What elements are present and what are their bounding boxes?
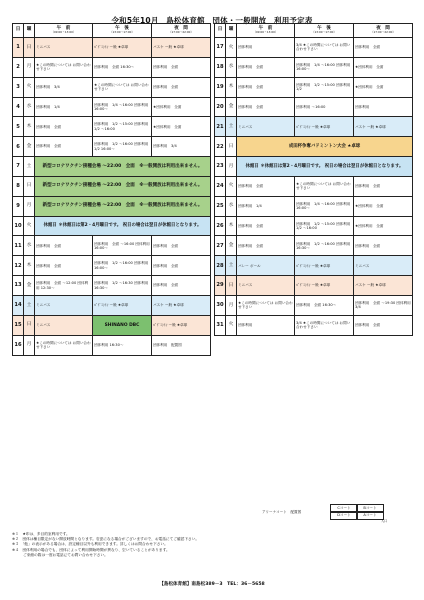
day-number: 29: [215, 276, 226, 296]
day-number: 6: [13, 137, 24, 157]
weekday: 日: [24, 176, 35, 196]
calendar-row: [215, 196, 413, 216]
day-number: 8: [13, 176, 24, 196]
weekday: 水: [24, 236, 35, 256]
slot-night: 団体利用 配置図: [152, 335, 211, 355]
slot-night: ★団体利用 全面: [354, 57, 413, 77]
slot-am: 団体利用 1/4: [237, 196, 295, 216]
slot-am: 団体利用 全面: [237, 236, 295, 256]
slot-am: ミニバス: [35, 38, 93, 58]
slot-pm: 団体利用 1/2 ～16:00 団体利用 16:00～: [93, 256, 152, 276]
note-4: ※４ 団体利用の場合でも、団体によって利用開始時間が異なり、空いていることがあります。: [12, 547, 170, 552]
day-number: 26: [215, 216, 226, 236]
calendar-row: [215, 38, 413, 58]
calendar-row: [215, 315, 413, 335]
weekday: 月: [24, 196, 35, 216]
slot-am: 団体利用: [237, 315, 295, 335]
calendar-row: [215, 157, 413, 177]
slot-am: 団体利用 全面: [237, 176, 295, 196]
weekday: 金: [226, 236, 237, 256]
day-number: 21: [215, 117, 226, 137]
calendar-row: [215, 236, 413, 256]
slot-night: 団体利用 全面: [354, 38, 413, 58]
weekday: 土: [24, 295, 35, 315]
day-number: 1: [13, 38, 24, 58]
slot-pm: ﾊﾞﾄﾞﾐﾝﾄﾝ ー般 ★卓球: [93, 295, 152, 315]
slot-night: 団体利用 3/4: [152, 137, 211, 157]
day-number: 24: [215, 176, 226, 196]
slot-night: 団体利用 全面: [152, 276, 211, 296]
slot-night: ★団体利用 全面: [354, 196, 413, 216]
slot-pm: ﾊﾞﾄﾞﾐﾝﾄﾝ ー般 ★卓球: [295, 276, 354, 296]
slot-pm: 団体利用 1/2 ～16:00 団体利用 16:30～: [295, 236, 354, 256]
weekday: 月: [24, 335, 35, 355]
calendar-row: [13, 157, 211, 177]
day-number: 30: [215, 295, 226, 315]
weekday: 月: [226, 157, 237, 177]
slot-pm: 団体利用 1/4 ～16:00 団体利用 16:00～: [295, 196, 354, 216]
header-day: 日: [13, 24, 24, 38]
slot-pm: 3/4 ★この時間については お問い合わせ下さい: [295, 315, 354, 335]
weekday: 木: [24, 256, 35, 276]
day-number: 23: [215, 157, 226, 177]
day-number: 25: [215, 196, 226, 216]
slot-night: ミニバス: [354, 256, 413, 276]
weekday: 水: [226, 57, 237, 77]
weekday: 水: [226, 196, 237, 216]
slot-am: 団体利用 全面: [237, 216, 295, 236]
header-weekday: 曜: [226, 24, 237, 38]
slot-am: ★この時間については お問い合わせ下さい: [237, 295, 295, 315]
slot-pm: 団体利用 全面 ～16:00 団体利用 16:00～: [93, 236, 152, 256]
vaccination-cell: 新型コロナワクチン接種会場 ～22:00 全面 ※一般開放は利用出来ません。: [35, 157, 211, 177]
slot-am: 団体利用 全面: [237, 77, 295, 97]
calendar-row: [215, 216, 413, 236]
calendar-row: [215, 117, 413, 137]
slot-pm: 団体利用 全面 16:30～: [295, 295, 354, 315]
slot-am: 団体利用 全面: [35, 256, 93, 276]
weekday: 木: [226, 216, 237, 236]
day-number: 4: [13, 97, 24, 117]
slot-am: 団体利用 3/4: [35, 77, 93, 97]
court-c: Cコート: [330, 504, 358, 513]
note-1: ※１ ★印は、多目的室利用です。: [12, 532, 70, 536]
note-3: ※３ 「他」の表示がある場合は、設定種目以外も利用できます。詳しくはお問合わせ下さい。: [12, 542, 168, 547]
calendar-row: [13, 97, 211, 117]
calendar-row: [215, 97, 413, 117]
slot-night: 団体利用 全面: [354, 315, 413, 335]
slot-night: 団体利用 全面: [152, 256, 211, 276]
slot-pm: 団体利用 1/2 ～16:30 団体利用 16:30～: [93, 276, 152, 296]
slot-night: 団体利用 全面: [152, 77, 211, 97]
slot-am: ★この時間については お問い合わせ下さい: [35, 335, 93, 355]
weekday: 火: [226, 38, 237, 58]
weekday: 金: [24, 137, 35, 157]
header-pm: 午 後 （13:00～17:00）: [93, 24, 152, 38]
slot-am: ミニバス: [35, 315, 93, 335]
day-number: 27: [215, 236, 226, 256]
weekday: 日: [226, 276, 237, 296]
weekday: 火: [226, 315, 237, 335]
closed-day-cell: 休館日 ＊休館日は第2・4月曜日です。 祝日の場合は翌日が休館日となります。: [237, 157, 413, 177]
calendar-row: [13, 117, 211, 137]
day-number: 18: [215, 57, 226, 77]
slot-night: ★団体利用 全面: [354, 77, 413, 97]
calendar-row: [13, 137, 211, 157]
weekday: 土: [226, 256, 237, 276]
court-a: Aコート: [356, 511, 384, 520]
day-number: 19: [215, 77, 226, 97]
notes: [12, 532, 412, 558]
header-am: 午 前 （09:00～13:00）: [237, 24, 295, 38]
calendar-row: [215, 77, 413, 97]
slot-night: バスケ ー般 ★卓球: [354, 117, 413, 137]
calendar-row: [215, 256, 413, 276]
page-title: 令和5年10月 島松体育館 団体・一般開放 利用予定表: [111, 16, 313, 25]
slot-am: ミニバス: [35, 295, 93, 315]
slot-am: 団体利用 全面: [237, 97, 295, 117]
slot-night: 団体利用 全面 ～19:30 団体利用 3/4: [354, 295, 413, 315]
calendar-row: [13, 57, 211, 77]
header-weekday: 曜: [24, 24, 35, 38]
calendar-row: [13, 77, 211, 97]
calendar-row: [13, 236, 211, 256]
calendar-row: [215, 276, 413, 296]
calendar-row: [13, 295, 211, 315]
event-cell: 成田杯争奪バドミントン大会 ★卓球: [237, 137, 413, 157]
day-number: 28: [215, 256, 226, 276]
day-number: 20: [215, 97, 226, 117]
entrance-label: 入口: [381, 519, 388, 523]
slot-am: 団体利用 全面: [35, 137, 93, 157]
weekday: 火: [24, 216, 35, 236]
day-number: 2: [13, 57, 24, 77]
weekday: 日: [226, 137, 237, 157]
slot-pm: 団体利用 16:30～: [93, 335, 152, 355]
day-number: 9: [13, 196, 24, 216]
slot-night: ★団体利用 全面: [152, 97, 211, 117]
slot-am: ミニバス: [237, 276, 295, 296]
weekday: 日: [24, 38, 35, 58]
header-night: 夜 間 （17:00～22:00）: [354, 24, 413, 38]
slot-am: バレー ボール: [237, 256, 295, 276]
day-number: 10: [13, 216, 24, 236]
calendar-right: [214, 23, 413, 336]
slot-night: 団体利用 全面: [354, 236, 413, 256]
slot-pm: 団体利用 1/2 ～16:00 団体利用 1/2 16:00～: [93, 137, 152, 157]
day-number: 3: [13, 77, 24, 97]
slot-am: 団体利用 全面: [35, 236, 93, 256]
day-number: 22: [215, 137, 226, 157]
slot-night: 団体利用 全面: [152, 57, 211, 77]
note-2: ※２ 団体は種目限定がない開放時間となります。変更になる場合がございますので、お電話にてご確認下さい。: [12, 537, 200, 542]
slot-night: バスケ ー般 ★卓球: [152, 295, 211, 315]
day-number: 5: [13, 117, 24, 137]
calendar-row: [13, 216, 211, 236]
court-b: Bコート: [356, 504, 384, 513]
slot-pm: 3/4 ★この時間については お問い合わせ下さい: [295, 38, 354, 58]
day-number: 14: [13, 295, 24, 315]
closed-day-cell: 休館日 ＊休館日は第2・4月曜日です。 祝日の場合は翌日が休館日となります。: [35, 216, 211, 236]
calendar-row: [13, 38, 211, 58]
weekday: 木: [24, 117, 35, 137]
layout-label: アリーナコート 配置図: [262, 510, 302, 514]
slot-pm: ﾊﾞﾄﾞﾐﾝﾄﾝ ー般 ★卓球: [295, 117, 354, 137]
vaccination-cell: 新型コロナワクチン接種会場 ～22:00 全面 ※一般開放は利用出来ません。: [35, 176, 211, 196]
slot-am: 団体利用: [237, 38, 295, 58]
slot-pm: 団体利用 1/2 ～15:00 団体利用 1/2: [295, 77, 354, 97]
day-number: 31: [215, 315, 226, 335]
slot-am: 団体利用 全面: [237, 57, 295, 77]
court-d: Dコート: [330, 511, 358, 520]
calendar-row: [13, 335, 211, 355]
slot-pm: 団体利用 ～16:00: [295, 97, 354, 117]
weekday: 土: [226, 117, 237, 137]
header-night: 夜 間 （17:00～22:00）: [152, 24, 211, 38]
footer-contact: 【島松体育館】南島松389－3 TEL：36－5658: [159, 582, 265, 587]
day-number: 16: [13, 335, 24, 355]
slot-pm: 団体利用 1/4 ～16:00 団体利用 16:00～: [295, 57, 354, 77]
slot-night: 団体利用 全面: [354, 176, 413, 196]
day-number: 13: [13, 276, 24, 296]
calendar-row: [215, 57, 413, 77]
calendar-row: [13, 256, 211, 276]
calendar-row: [215, 176, 413, 196]
slot-am: 団体利用 全面: [35, 117, 93, 137]
weekday: 月: [226, 295, 237, 315]
day-number: 11: [13, 236, 24, 256]
slot-night: バスケ ー般 ★卓球: [354, 276, 413, 296]
weekday: 水: [24, 97, 35, 117]
note-5: ご来館の際は一度お電話にてお問い合わせ下さい。: [12, 552, 108, 557]
header-pm: 午 後 （13:00～17:00）: [295, 24, 354, 38]
weekday: 日: [24, 315, 35, 335]
weekday: 金: [24, 276, 35, 296]
slot-pm: ★この時間については お問い合わせ下さい: [295, 176, 354, 196]
calendar-row: [215, 137, 413, 157]
weekday: 木: [226, 77, 237, 97]
slot-night: ﾊﾞﾄﾞﾐﾝﾄﾝ ー般 ★卓球: [152, 315, 211, 335]
day-number: 7: [13, 157, 24, 177]
weekday: 金: [226, 97, 237, 117]
slot-pm: ﾊﾞﾄﾞﾐﾝﾄﾝ ー般 ★卓球: [295, 256, 354, 276]
slot-night: ★団体利用 全面: [152, 117, 211, 137]
slot-night: バスケ ー般 ★卓球: [152, 38, 211, 58]
calendar-row: [13, 176, 211, 196]
slot-night: ★団体利用 全面: [354, 216, 413, 236]
slot-pm: 団体利用 1/2 ～15:00 団体利用 1/2 ～16:00: [93, 117, 152, 137]
slot-am: 団体利用 1/4: [35, 97, 93, 117]
slot-pm: 団体利用 全面 16:30～: [93, 57, 152, 77]
slot-night: 団体利用: [354, 97, 413, 117]
calendar-row: [13, 196, 211, 216]
weekday: 火: [226, 176, 237, 196]
slot-am: 団体利用 全面 ～12:00 団体利用 12:30～: [35, 276, 93, 296]
calendar-left: [12, 23, 211, 356]
weekday: 火: [24, 77, 35, 97]
slot-pm: 団体利用 1/4 ～16:00 団体利用 16:00～: [93, 97, 152, 117]
header-am: 午 前 （09:00～13:00）: [35, 24, 93, 38]
calendar-left-body: [13, 38, 211, 356]
weekday: 月: [24, 57, 35, 77]
slot-am: ★この時間については お問い合わせ下さい: [35, 57, 93, 77]
day-number: 12: [13, 256, 24, 276]
day-number: 17: [215, 38, 226, 58]
slot-night: 団体利用 全面: [152, 236, 211, 256]
slot-pm: ﾊﾞﾄﾞﾐﾝﾄﾝ ー般 ★卓球: [93, 38, 152, 58]
calendar-row: [13, 315, 211, 335]
slot-pm: SHINANO DBC: [93, 315, 152, 335]
slot-am: ミニバス: [237, 117, 295, 137]
vaccination-cell: 新型コロナワクチン接種会場 ～22:00 全面 ※一般開放は利用出来ません。: [35, 196, 211, 216]
header-day: 日: [215, 24, 226, 38]
calendar-right-body: [215, 38, 413, 336]
slot-pm: 団体利用 1/2 ～15:00 団体利用 1/2 ～16:00: [295, 216, 354, 236]
calendar-row: [215, 295, 413, 315]
slot-pm: ★この時間については お問い合わせ下さい: [93, 77, 152, 97]
day-number: 15: [13, 315, 24, 335]
calendar-row: [13, 276, 211, 296]
weekday: 土: [24, 157, 35, 177]
